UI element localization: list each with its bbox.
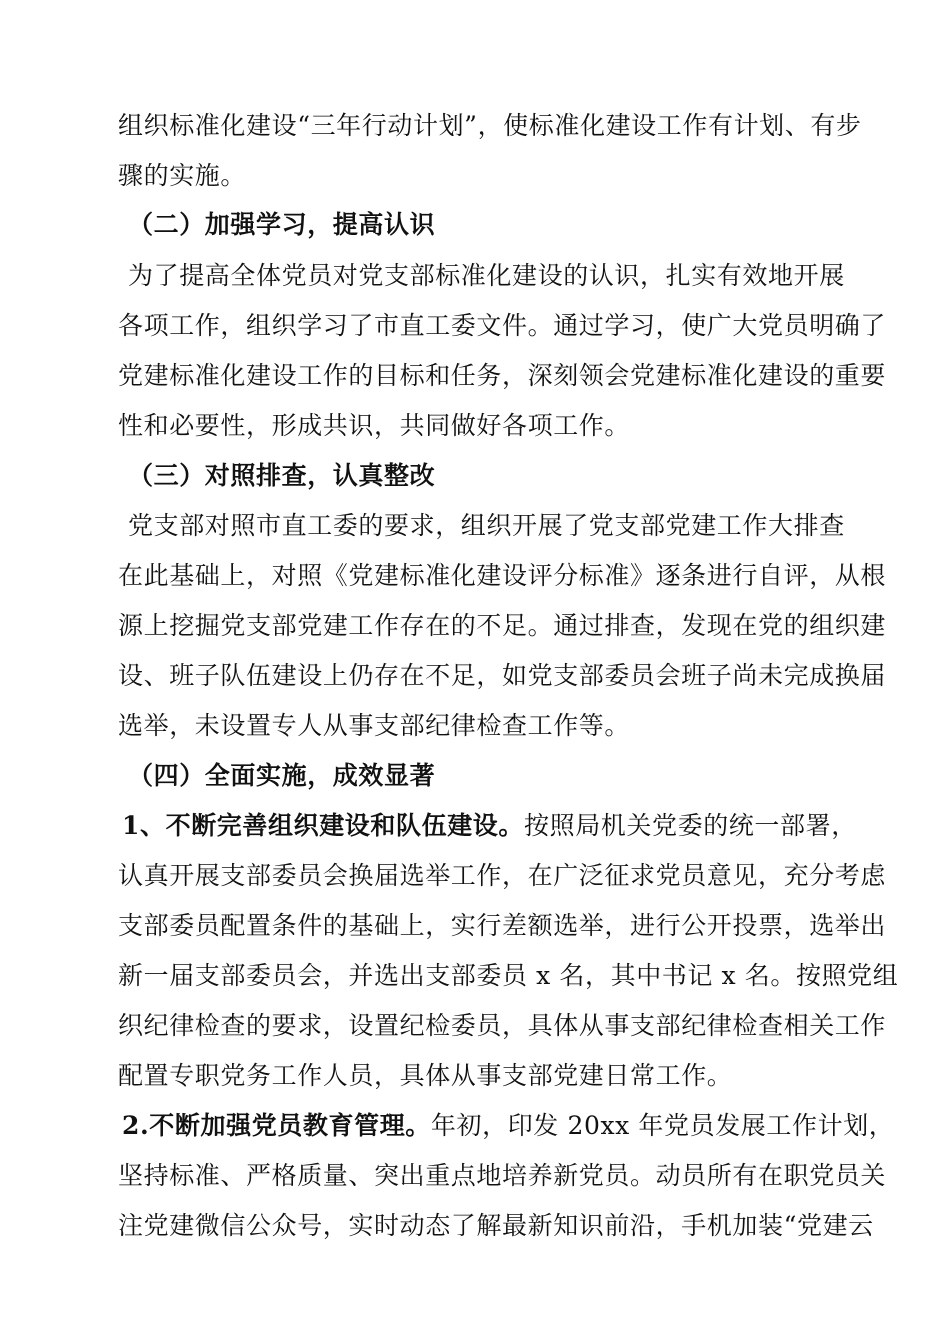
section-heading: （三）对照排查，认真整改 xyxy=(128,461,436,490)
subheading-bold: 1、不断完善组织建设和队伍建设。 xyxy=(122,811,524,840)
paragraph-line: 支部委员配置条件的基础上，实行差额选举，进行公开投票，选举出 xyxy=(118,911,887,940)
paragraph-line: 党支部对照市直工委的要求，组织开展了党支部党建工作大排查 xyxy=(128,511,845,540)
paragraph-line: 选举，未设置专人从事支部纪律检查工作等。 xyxy=(118,711,631,740)
paragraph-line: 性和必要性，形成共识，共同做好各项工作。 xyxy=(118,411,631,440)
paragraph-line: 党建标准化建设工作的目标和任务，深刻领会党建标准化建设的重要 xyxy=(118,361,887,390)
paragraph-line: 新一届支部委员会，并选出支部委员 x 名，其中书记 x 名。按照党组 xyxy=(118,961,899,990)
paragraph-line: 坚持标准、严格质量、突出重点地培养新党员。动员所有在职党员关 xyxy=(118,1161,887,1190)
paragraph-line: 源上挖掘党支部党建工作存在的不足。通过排查，发现在党的组织建 xyxy=(118,611,887,640)
paragraph-line: 设、班子队伍建设上仍存在不足，如党支部委员会班子尚未完成换届 xyxy=(118,661,887,690)
paragraph-line: 在此基础上，对照《党建标准化建设评分标准》逐条进行自评，从根 xyxy=(118,561,887,590)
section-heading: （四）全面实施，成效显著 xyxy=(128,761,436,790)
paragraph-line: 配置专职党务工作人员，具体从事支部党建日常工作。 xyxy=(118,1061,733,1090)
paragraph-line: 注党建微信公众号，实时动态了解最新知识前沿，手机加装“党建云 xyxy=(118,1211,874,1240)
paragraph-text: 按照局机关党委的统一部署， xyxy=(524,811,857,840)
paragraph-line: 为了提高全体党员对党支部标准化建设的认识，扎实有效地开展 xyxy=(128,261,845,290)
paragraph-line-mixed xyxy=(122,1108,894,1144)
paragraph-line-mixed xyxy=(122,808,857,844)
section-heading: （二）加强学习，提高认识 xyxy=(128,210,436,239)
subheading-bold: 2.不断加强党员教育管理。 xyxy=(122,1111,431,1140)
paragraph-line: 认真开展支部委员会换届选举工作，在广泛征求党员意见，充分考虑 xyxy=(118,861,887,890)
paragraph-line: 组织标准化建设“三年行动计划”，使标准化建设工作有计划、有步 xyxy=(118,111,862,140)
paragraph-text: 年初，印发 20xx 年党员发展工作计划， xyxy=(430,1111,895,1140)
paragraph-line: 骤的实施。 xyxy=(118,161,247,190)
paragraph-line: 织纪律检查的要求，设置纪检委员，具体从事支部纪律检查相关工作 xyxy=(118,1011,887,1040)
paragraph-line: 各项工作，组织学习了市直工委文件。通过学习，使广大党员明确了 xyxy=(118,311,887,340)
